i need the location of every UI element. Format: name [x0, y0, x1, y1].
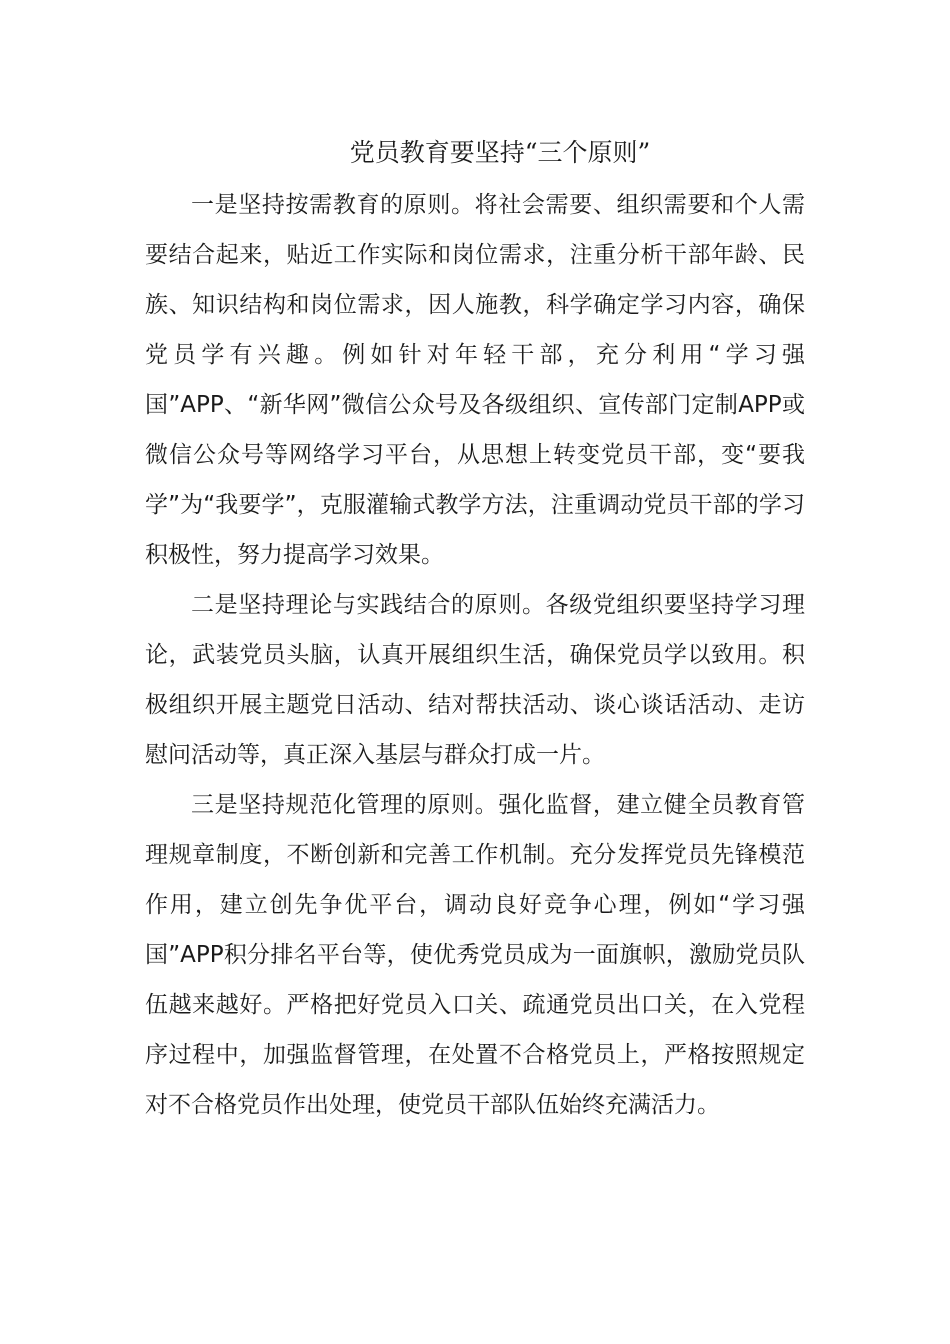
paragraph-principle-1: 一是坚持按需教育的原则。将社会需要、组织需要和个人需要结合起来，贴近工作实际和岗位需求，注重分析干部年龄、民族、知识结构和岗位需求，因人施教，科学确定学习内容，确保党员学有兴趣。例如针对年轻干部，充分利用“学习强国”APP、“新华网”微信公众号及各级组织、宣传部门定制APP或微信公众号等网络学习平台，从思想上转变党员干部，变“要我学”为“我要学”，克服灌输式教学方法，注重调动党员干部的学习积极性，努力提高学习效果。	[145, 192, 805, 568]
document-body	[145, 180, 805, 1130]
paragraph-principle-3: 三是坚持规范化管理的原则。强化监督，建立健全员教育管理规章制度，不断创新和完善工作机制。充分发挥党员先锋模范作用，建立创先争优平台，调动良好竞争心理，例如“学习强国”APP积分排名平台等，使优秀党员成为一面旗帜，激励党员队伍越来越好。严格把好党员入口关、疏通党员出口关，在入党程序过程中，加强监督管理，在处置不合格党员上，严格按照规定对不合格党员作出处理，使党员干部队伍始终充满活力。	[145, 792, 805, 1118]
document-title: 党员教育要坚持“三个原则”	[349, 138, 651, 167]
paragraph-principle-2: 二是坚持理论与实践结合的原则。各级党组织要坚持学习理论，武装党员头脑，认真开展组织生活，确保党员学以致用。积极组织开展主题党日活动、结对帮扶活动、谈心谈话活动、走访慰问活动等，真正深入基层与群众打成一片。	[145, 592, 805, 768]
